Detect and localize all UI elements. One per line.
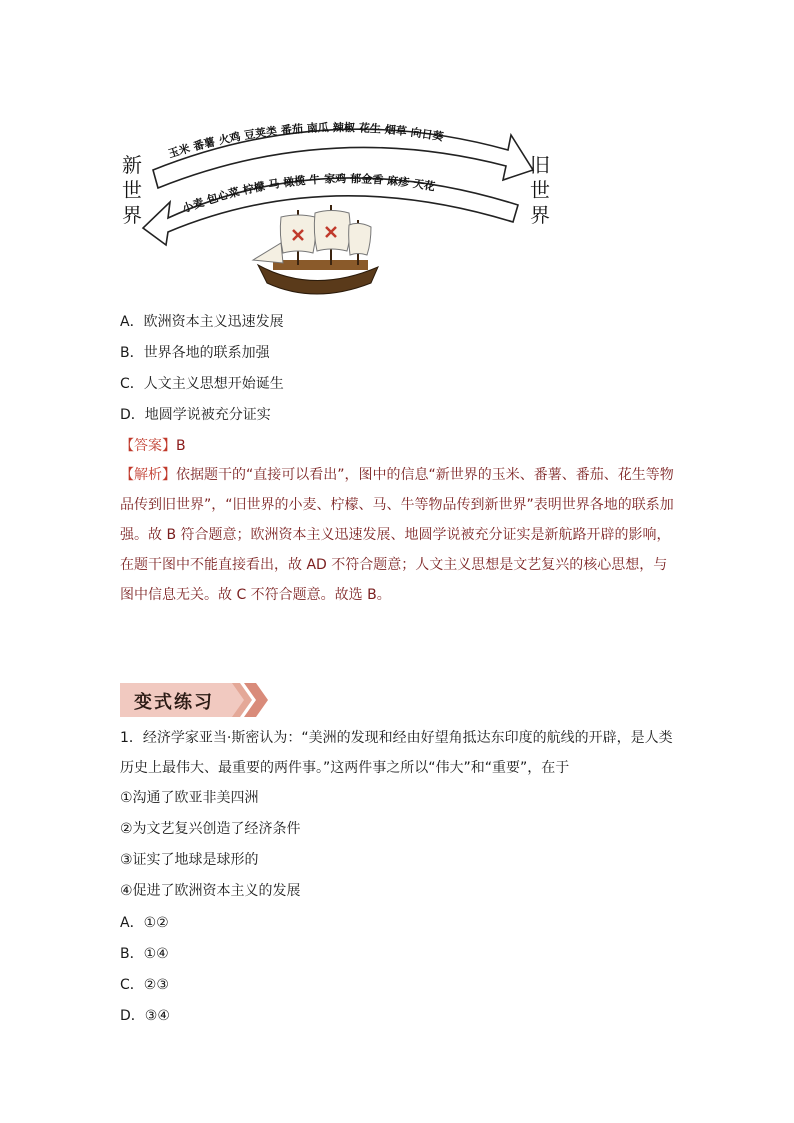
section-banner bbox=[120, 683, 270, 717]
explanation-paragraph bbox=[120, 460, 680, 610]
top-goods-text: 玉米 番薯 火鸡 豆荚类 番茄 南瓜 辣椒 花生 烟草 向日葵 bbox=[166, 121, 445, 161]
item-2: ②为文艺复兴创造了经济条件 bbox=[120, 821, 301, 837]
bottom-goods-text: 小麦 包心菜 柠檬 马 橄榄 牛 家鸡 郁金香 麻疹 天花 bbox=[180, 172, 436, 216]
section-title: 变式练习 bbox=[134, 692, 214, 713]
columbian-exchange-diagram bbox=[118, 100, 558, 295]
answer-line bbox=[120, 436, 186, 456]
q2-option-a: A．①② bbox=[120, 915, 169, 931]
item-3: ③证实了地球是球形的 bbox=[120, 852, 259, 868]
svg-text:界: 界 bbox=[122, 203, 142, 227]
q2-option-c: C．②③ bbox=[120, 977, 169, 993]
option-d: D．地圆学说被充分证实 bbox=[120, 407, 271, 423]
item-4: ④促进了欧洲资本主义的发展 bbox=[120, 883, 301, 899]
svg-text:世: 世 bbox=[122, 178, 142, 202]
answer-value: B bbox=[176, 438, 186, 454]
option-c: C．人文主义思想开始诞生 bbox=[120, 376, 284, 392]
explanation-text: 依据题干的“直接可以看出”，图中的信息“新世界的玉米、番薯、番茄、花生等物品传到旧世界”，“旧世界的小麦、柠檬、马、牛等物品传到新世界”表明世界各地的联系加强。故 B 符合题意；欧洲资本主义迅速发展、地圆学说被充分证实是新航路开辟的影响，在题干图中不能直接看出，故 AD 不符合题意；人文主义思想是文艺复兴的核心思想，与图中信息无关。故 C 不符合题意。故选 B。 bbox=[120, 467, 674, 603]
q2-option-b: B．①④ bbox=[120, 946, 169, 962]
sailing-ship-icon bbox=[253, 205, 378, 294]
q2-option-d: D．③④ bbox=[120, 1008, 170, 1024]
option-b: B．世界各地的联系加强 bbox=[120, 345, 270, 361]
answer-label: 【答案】 bbox=[120, 438, 176, 454]
old-world-label bbox=[530, 153, 550, 227]
trade-exchange-figure bbox=[118, 100, 558, 295]
svg-text:世: 世 bbox=[530, 178, 550, 202]
item-1: ①沟通了欧亚非美四洲 bbox=[120, 790, 259, 806]
new-world-label bbox=[122, 153, 142, 227]
svg-text:界: 界 bbox=[530, 203, 550, 227]
option-a: A．欧洲资本主义迅速发展 bbox=[120, 314, 284, 330]
svg-text:新: 新 bbox=[122, 153, 142, 177]
question2-stem: 1．经济学家亚当·斯密认为：“美洲的发现和经由好望角抵达东印度的航线的开辟，是人类历史上最伟大、最重要的两件事。”这两件事之所以“伟大”和“重要”，在于 bbox=[120, 730, 673, 776]
explanation-label: 【解析】 bbox=[120, 467, 176, 483]
svg-text:旧: 旧 bbox=[530, 153, 550, 177]
